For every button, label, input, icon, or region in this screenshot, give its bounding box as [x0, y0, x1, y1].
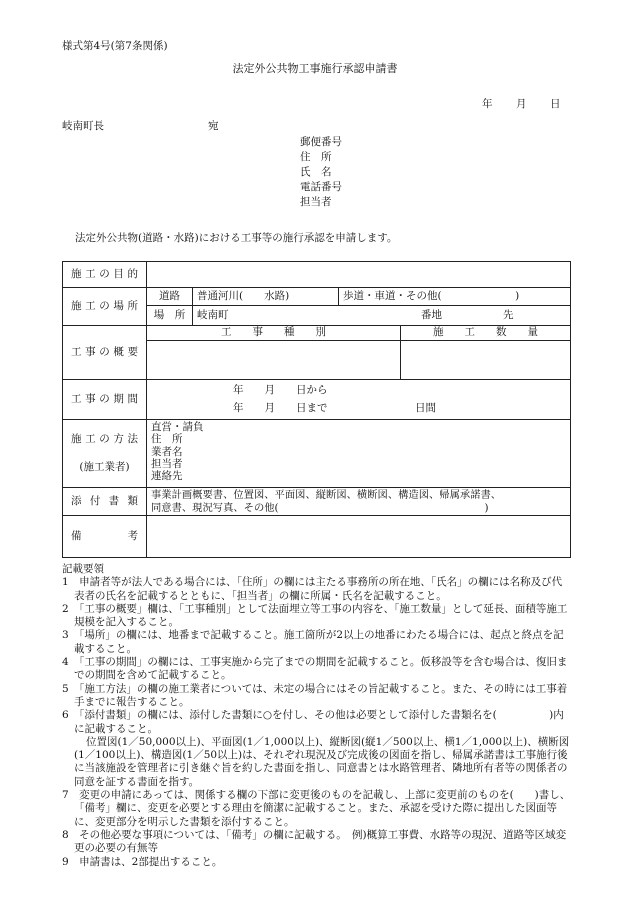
work-type-header: 工 事 種 別 [147, 326, 401, 341]
work-type-field[interactable] [147, 341, 401, 380]
attach-line-1: 事業計画概要書、位置図、平面図、縦断図、横断図、構造図、帰属承諾書、 [151, 489, 502, 501]
addressee: 岐南町長 [62, 120, 104, 132]
purpose-label: 施工の目的 [63, 262, 147, 288]
quantity-header: 施 工 数 量 [401, 326, 571, 341]
method-company: 業者名 [151, 445, 183, 458]
banchi-label: 番地 [421, 309, 442, 321]
quantity-field[interactable] [401, 341, 571, 380]
method-contact-person: 担当者 [151, 457, 183, 470]
purpose-field[interactable] [147, 262, 571, 288]
instruction-item: 9 申請書は、2部提出すること。 [62, 855, 223, 868]
saki-label: 先 [503, 309, 514, 321]
method-field[interactable] [147, 420, 571, 488]
period-from: 年 月 日から [233, 384, 328, 396]
instruction-item: 2 「工事の概要」欄は、「工事種別」として法面埋立等工事の内容を、「施工数量」として延長、面積等施工規模を記入すること。 [62, 602, 568, 629]
applicant-address: 住 所 [300, 151, 332, 163]
applicant-phone: 電話番号 [300, 181, 342, 193]
date-day: 日 [550, 98, 561, 110]
instruction-item: 7 変更の申請にあっては、関係する欄の下部に変更後のものを記載し、上部に変更前のものを( )書し、「備考」欄に、変更を必要とする理由を簡潔に記載すること。また、承認を受けた際に提出した図面等に、変更部分を明示した書類を添付すること。 [62, 789, 571, 828]
applicant-contact: 担当者 [300, 196, 332, 208]
document-title: 法定外公共物工事施行承認申請書 [232, 62, 398, 75]
method-label: 施工の方法 [71, 433, 138, 446]
loc-other-option[interactable]: 歩道・車道・その他( ) [339, 288, 571, 306]
loc-road-option[interactable]: 道路 [147, 288, 193, 306]
place-field[interactable] [193, 306, 571, 326]
form-number: 様式第4号(第7条関係) [62, 40, 168, 52]
remarks-field[interactable] [147, 516, 571, 558]
instruction-item: 5 「施工方法」の欄の施工業者については、未定の場合にはその旨記載すること。また、その時には工事着手までに報告すること。 [62, 682, 568, 708]
period-field[interactable] [147, 380, 571, 420]
period-label: 工事の期間 [63, 380, 147, 420]
place-town: 岐南町 [197, 308, 229, 321]
addressee-suffix: 宛 [208, 120, 219, 132]
instructions-heading: 記載要領 [62, 563, 104, 575]
date-month: 月 [516, 98, 527, 110]
method-sublabel: (施工業者) [79, 460, 130, 473]
attach-field[interactable] [147, 488, 571, 516]
instruction-item: 6 「添付書類」の欄には、添付した書類に○を付し、その他は必要として添付した書類名を( )内に記載すること。 [62, 709, 564, 735]
method-label-cell [63, 420, 147, 488]
date-line [482, 98, 561, 111]
instruction-item: 1 申請者等が法人である場合には、「住所」の欄には主たる事務所の所在地、「氏名」の欄には名称及び代表者の氏名を記載するとともに、「担当者」の欄に所属・氏名を記載すること。 [62, 576, 563, 602]
application-form-table [62, 261, 571, 558]
method-contract-type[interactable]: 直営・請負 [151, 421, 204, 433]
instruction-item: 3 「場所」の欄には、地番まで記載すること。施工箇所が2以上の地番にわたる場合には、起点と終点を記載すること。 [62, 629, 564, 655]
method-address: 住 所 [151, 433, 183, 446]
instruction-item: 8 その他必要な事項については、「備考」の欄に記載する。 例)概算工事費、水路等の現況、道路等区域変更の必要の有無等 [62, 828, 567, 855]
applicant-name: 氏 名 [300, 166, 332, 178]
attach-line-2: 同意書、現況写真、その他( ) [151, 501, 489, 514]
overview-label: 工事の概要 [63, 326, 147, 380]
instructions-section [62, 563, 572, 869]
loc-river-option[interactable]: 普通河川( 水路) [193, 288, 339, 306]
applicant-postal-code: 郵便番号 [300, 136, 342, 148]
instruction-item: 4 「工事の期間」の欄には、工事実施から完了までの期間を記載すること。仮移設等を含む場合は、復旧までの期間を含めて記載すること。 [62, 656, 568, 682]
place-label: 場 所 [147, 306, 193, 326]
attach-label: 添付書類 [63, 488, 147, 516]
date-year: 年 [482, 98, 493, 110]
remarks-label: 備 考 [63, 516, 147, 558]
method-phone: 連絡先 [151, 470, 183, 483]
period-to: 年 月 日まで [233, 402, 328, 414]
period-days: 日間 [415, 402, 436, 414]
intro-text: 法定外公共物(道路・水路)における工事等の施行承認を申請します。 [75, 232, 398, 244]
instruction-item-6-detail: 位置図(1／50,000以上)、平面図(1／1,000以上)、縦断図(縦1／500以上、横1／1,000以上)、横断図(1／100以上)、構造図(1／50以上)は、それぞれ現況及び完成後の図面を指し、帰属承諾書は工事施行後に当該施設を管理者に引き継ぐ旨を約した書面を指し、同意書とは水路管理者、隣地所有者等の関係者の同意を証する書面を指す。 [74, 735, 570, 788]
location-label: 施工の場所 [63, 288, 147, 326]
